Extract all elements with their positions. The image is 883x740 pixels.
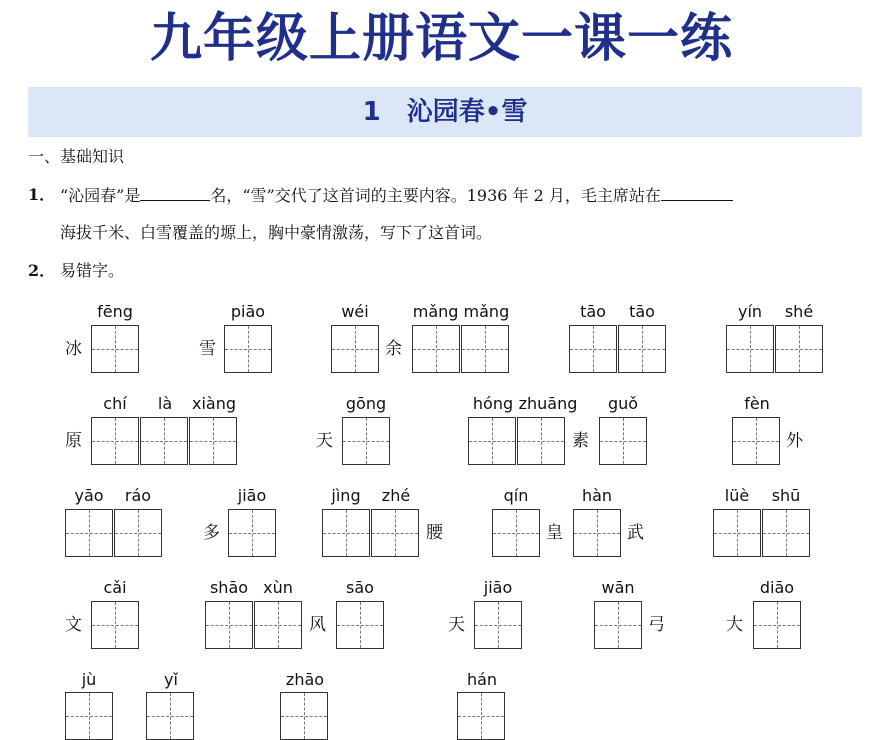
character: 武: [627, 523, 644, 543]
writing-box[interactable]: [599, 417, 647, 465]
writing-box[interactable]: [254, 601, 302, 649]
pinyin-label: zhāo: [285, 670, 325, 689]
pinyin-label: zhé: [381, 486, 411, 505]
question-number: 2．: [28, 261, 56, 280]
writing-box[interactable]: [280, 692, 328, 740]
writing-box[interactable]: [726, 325, 774, 373]
pinyin-label: shé: [784, 302, 814, 321]
writing-box[interactable]: [713, 509, 761, 557]
writing-box[interactable]: [618, 325, 666, 373]
character: 素: [572, 431, 589, 451]
pinyin-label: chí: [103, 394, 127, 413]
question-text-part: 名，“雪”交代了这首词的主要内容。1936 年 2 月，毛主席站在: [210, 186, 661, 205]
section-heading: 一、基础知识: [28, 147, 125, 166]
pinyin-label: shū: [771, 486, 801, 505]
writing-box[interactable]: [228, 509, 276, 557]
writing-box[interactable]: [65, 692, 113, 740]
question-text: [60, 184, 733, 207]
question-text: 易错字。: [60, 261, 125, 280]
pinyin-label: cǎi: [103, 578, 127, 597]
writing-box[interactable]: [91, 325, 139, 373]
writing-box[interactable]: [114, 509, 162, 557]
pinyin-label: zhuāng: [518, 394, 578, 413]
pinyin-label: lüè: [724, 486, 750, 505]
pinyin-label: jù: [81, 670, 97, 689]
writing-box[interactable]: [140, 417, 188, 465]
character: 天: [448, 615, 465, 635]
pinyin-label: xiàng: [191, 394, 237, 413]
pinyin-label: tāo: [629, 302, 655, 321]
character: 风: [309, 615, 326, 635]
pinyin-label: jiāo: [237, 486, 267, 505]
writing-box[interactable]: [457, 692, 505, 740]
writing-box[interactable]: [146, 692, 194, 740]
writing-box[interactable]: [468, 417, 516, 465]
character: 弓: [648, 615, 665, 635]
pinyin-label: qín: [503, 486, 529, 505]
pinyin-label: hán: [466, 670, 498, 689]
pinyin-label: shāo: [209, 578, 249, 597]
writing-box[interactable]: [753, 601, 801, 649]
pinyin-label: jiāo: [483, 578, 513, 597]
character: 外: [786, 431, 803, 451]
pinyin-label: sāo: [346, 578, 374, 597]
question-text-part: “沁园春”是: [60, 186, 141, 205]
pinyin-label: gōng: [345, 394, 387, 413]
writing-box[interactable]: [732, 417, 780, 465]
character: 冰: [65, 339, 82, 359]
lesson-header: [28, 87, 862, 137]
writing-box[interactable]: [91, 417, 139, 465]
pinyin-label: fèn: [744, 394, 770, 413]
character: 文: [65, 615, 82, 635]
writing-box[interactable]: [331, 325, 379, 373]
pinyin-label: xùn: [263, 578, 293, 597]
pinyin-label: yín: [737, 302, 763, 321]
writing-box[interactable]: [569, 325, 617, 373]
character: 腰: [426, 523, 443, 543]
pinyin-label: hóng: [472, 394, 514, 413]
character: 天: [316, 431, 333, 451]
writing-box[interactable]: [594, 601, 642, 649]
pinyin-label: diāo: [759, 578, 795, 597]
pinyin-label: fēng: [97, 302, 133, 321]
pinyin-label: piāo: [230, 302, 266, 321]
writing-box[interactable]: [412, 325, 460, 373]
writing-box[interactable]: [205, 601, 253, 649]
character: 多: [203, 523, 220, 543]
character: 皇: [546, 523, 563, 543]
answer-blank[interactable]: [661, 184, 733, 201]
pinyin-label: hàn: [581, 486, 613, 505]
writing-box[interactable]: [65, 509, 113, 557]
writing-box[interactable]: [322, 509, 370, 557]
writing-box[interactable]: [91, 601, 139, 649]
writing-box[interactable]: [371, 509, 419, 557]
character: 雪: [199, 339, 216, 359]
character: 余: [385, 339, 402, 359]
pinyin-label: wān: [601, 578, 635, 597]
pinyin-label: yāo: [74, 486, 104, 505]
pinyin-label: tāo: [580, 302, 606, 321]
character: 大: [726, 615, 743, 635]
pinyin-label: là: [157, 394, 173, 413]
pinyin-label: jìng: [331, 486, 361, 505]
writing-box[interactable]: [762, 509, 810, 557]
answer-blank[interactable]: [140, 184, 210, 201]
writing-box[interactable]: [517, 417, 565, 465]
writing-box[interactable]: [474, 601, 522, 649]
pinyin-label: yǐ: [164, 670, 178, 689]
writing-box[interactable]: [189, 417, 237, 465]
writing-box[interactable]: [461, 325, 509, 373]
question-text-line: 海拔千米、白雪覆盖的塬上，胸中豪情激荡，写下了这首词。: [60, 223, 493, 242]
writing-box[interactable]: [492, 509, 540, 557]
pinyin-label: mǎng mǎng: [412, 302, 510, 321]
worksheet-title: 九年级上册语文一课一练: [149, 9, 733, 69]
lesson-title: 1 沁园春•雪: [362, 97, 528, 127]
writing-box[interactable]: [224, 325, 272, 373]
writing-box[interactable]: [336, 601, 384, 649]
writing-box[interactable]: [775, 325, 823, 373]
pinyin-label: ráo: [124, 486, 152, 505]
writing-box[interactable]: [573, 509, 621, 557]
pinyin-label: guǒ: [607, 394, 639, 413]
character: 原: [65, 431, 82, 451]
question-number: 1．: [28, 185, 56, 204]
pinyin-label: wéi: [341, 302, 369, 321]
writing-box[interactable]: [342, 417, 390, 465]
